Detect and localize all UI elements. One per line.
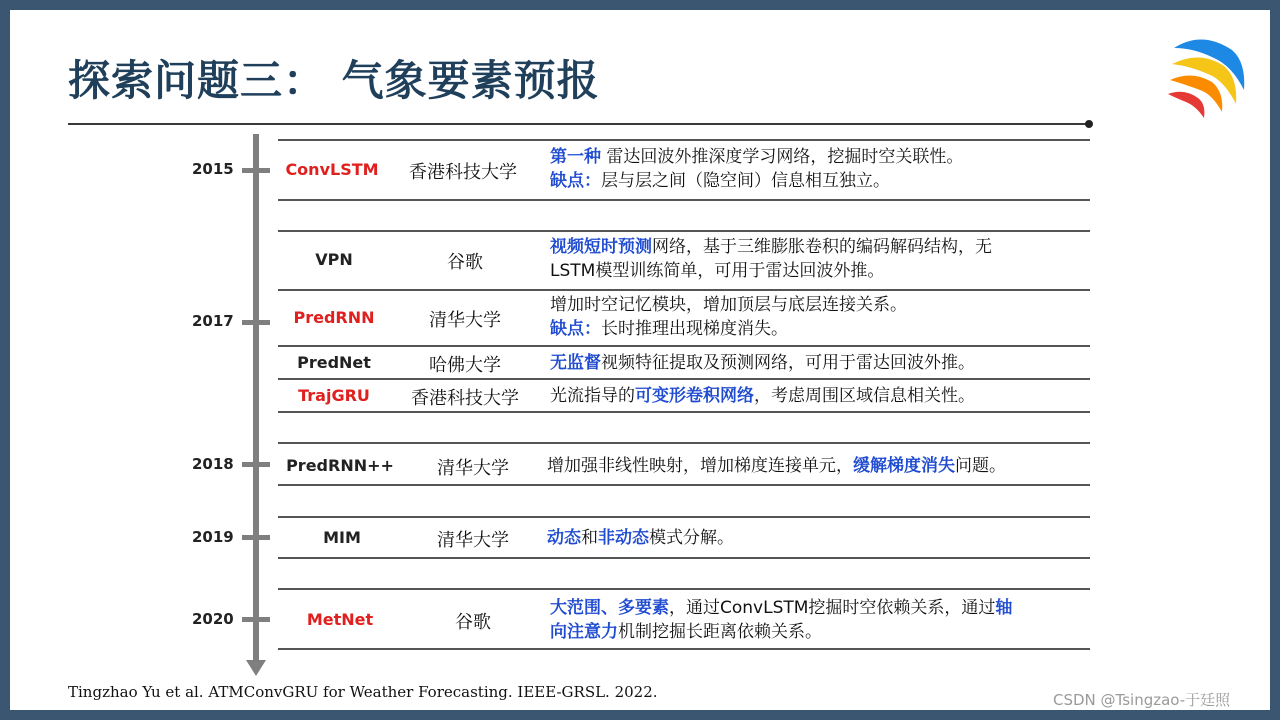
org-name: 谷歌 (447, 252, 483, 273)
highlight-text: 缺点： (550, 171, 601, 191)
logo-icon (1162, 28, 1252, 118)
description-text: 问题。 (955, 456, 1006, 476)
divider-end-dot (1085, 120, 1093, 128)
description-text: 视频特征提取及预测网络，可用于雷达回波外推。 (601, 353, 975, 373)
table-line (278, 139, 1090, 141)
highlight-text: 动态 (547, 528, 581, 548)
table-line (278, 230, 1090, 232)
description-text: 网络，基于三维膨胀卷积的编码解码结构，无 (652, 237, 992, 257)
org-name: 清华大学 (437, 458, 509, 479)
highlight-text: 非动态 (598, 528, 649, 548)
table-line (278, 484, 1090, 486)
citation: Tingzhao Yu et al. ATMConvGRU for Weather Forecasting. IEEE-GRSL. 2022. (68, 683, 658, 701)
table-line (278, 411, 1090, 413)
title-divider (68, 123, 1088, 125)
description-text: 模式分解。 (649, 528, 734, 548)
highlight-text: 缓解梯度消失 (853, 456, 955, 476)
model-name: MIM (323, 528, 361, 547)
model-description (550, 351, 1090, 375)
highlight-text: 轴 (995, 598, 1013, 618)
highlight-text: 缺点： (550, 319, 601, 339)
description-text: 长时推理出现梯度消失。 (601, 319, 788, 339)
watermark: CSDN @Tsingzao-于廷照 (1053, 691, 1231, 709)
model-description (550, 235, 1090, 283)
model-name: MetNet (306, 610, 374, 629)
description-text: 雷达回波外推深度学习网络，挖掘时空关联性。 (601, 147, 964, 167)
description-text: 和 (581, 528, 598, 548)
model-name: TrajGRU (298, 386, 370, 405)
org-name: 香港科技大学 (411, 388, 519, 409)
year-label: 2015 (192, 160, 234, 178)
table-line (278, 345, 1090, 347)
timeline-tick (242, 617, 270, 622)
year-label: 2017 (192, 312, 234, 330)
model-name: PredRNN++ (286, 456, 394, 475)
description-text: 增加强非线性映射，增加梯度连接单元， (547, 456, 853, 476)
highlight-text: 视频短时预测 (550, 237, 652, 257)
slide (10, 10, 1270, 710)
year-label: 2020 (192, 610, 234, 628)
model-description (550, 293, 1090, 341)
timeline-tick (242, 462, 270, 467)
highlight-text: 无监督 (550, 353, 601, 373)
description-text: ，通过ConvLSTM挖掘时空依赖关系，通过 (669, 598, 996, 618)
model-description (550, 384, 1090, 408)
org-name: 清华大学 (429, 310, 501, 331)
model-description (550, 596, 1090, 644)
year-label: 2019 (192, 528, 234, 546)
description-text: 机制挖掘长距离依赖关系。 (618, 622, 822, 642)
page-title: 探索问题三： 气象要素预报 (68, 56, 600, 105)
highlight-text: 向注意力 (550, 622, 618, 642)
model-description (547, 526, 1087, 550)
highlight-text: 第一种 (550, 147, 601, 167)
model-description (550, 145, 1090, 193)
org-name: 香港科技大学 (409, 162, 517, 183)
timeline-tick (242, 535, 270, 540)
timeline-tick (242, 168, 270, 173)
description-text: 层与层之间（隐空间）信息相互独立。 (601, 171, 890, 191)
description-text: 增加时空记忆模块，增加顶层与底层连接关系。 (550, 295, 907, 315)
table-line (278, 289, 1090, 291)
model-name: PredRNN (293, 308, 375, 327)
model-description (547, 454, 1107, 478)
org-name: 哈佛大学 (429, 355, 501, 376)
table-line (278, 516, 1090, 518)
timeline-arrow-icon (246, 660, 266, 676)
description-text: ，考虑周围区域信息相关性。 (754, 386, 975, 406)
model-name: VPN (315, 250, 353, 269)
description-text: LSTM模型训练简单，可用于雷达回波外推。 (550, 261, 885, 281)
timeline-tick (242, 320, 270, 325)
org-name: 清华大学 (437, 530, 509, 551)
table-line (278, 199, 1090, 201)
table-line (278, 378, 1090, 380)
model-name: ConvLSTM (285, 160, 379, 179)
table-line (278, 588, 1090, 590)
model-name: PredNet (297, 353, 371, 372)
org-name: 谷歌 (455, 612, 491, 633)
description-text: 光流指导的 (550, 386, 635, 406)
highlight-text: 大范围、多要素 (550, 598, 669, 618)
table-line (278, 648, 1090, 650)
highlight-text: 可变形卷积网络 (635, 386, 754, 406)
timeline-axis (253, 134, 259, 664)
year-label: 2018 (192, 455, 234, 473)
table-line (278, 557, 1090, 559)
table-line (278, 442, 1090, 444)
